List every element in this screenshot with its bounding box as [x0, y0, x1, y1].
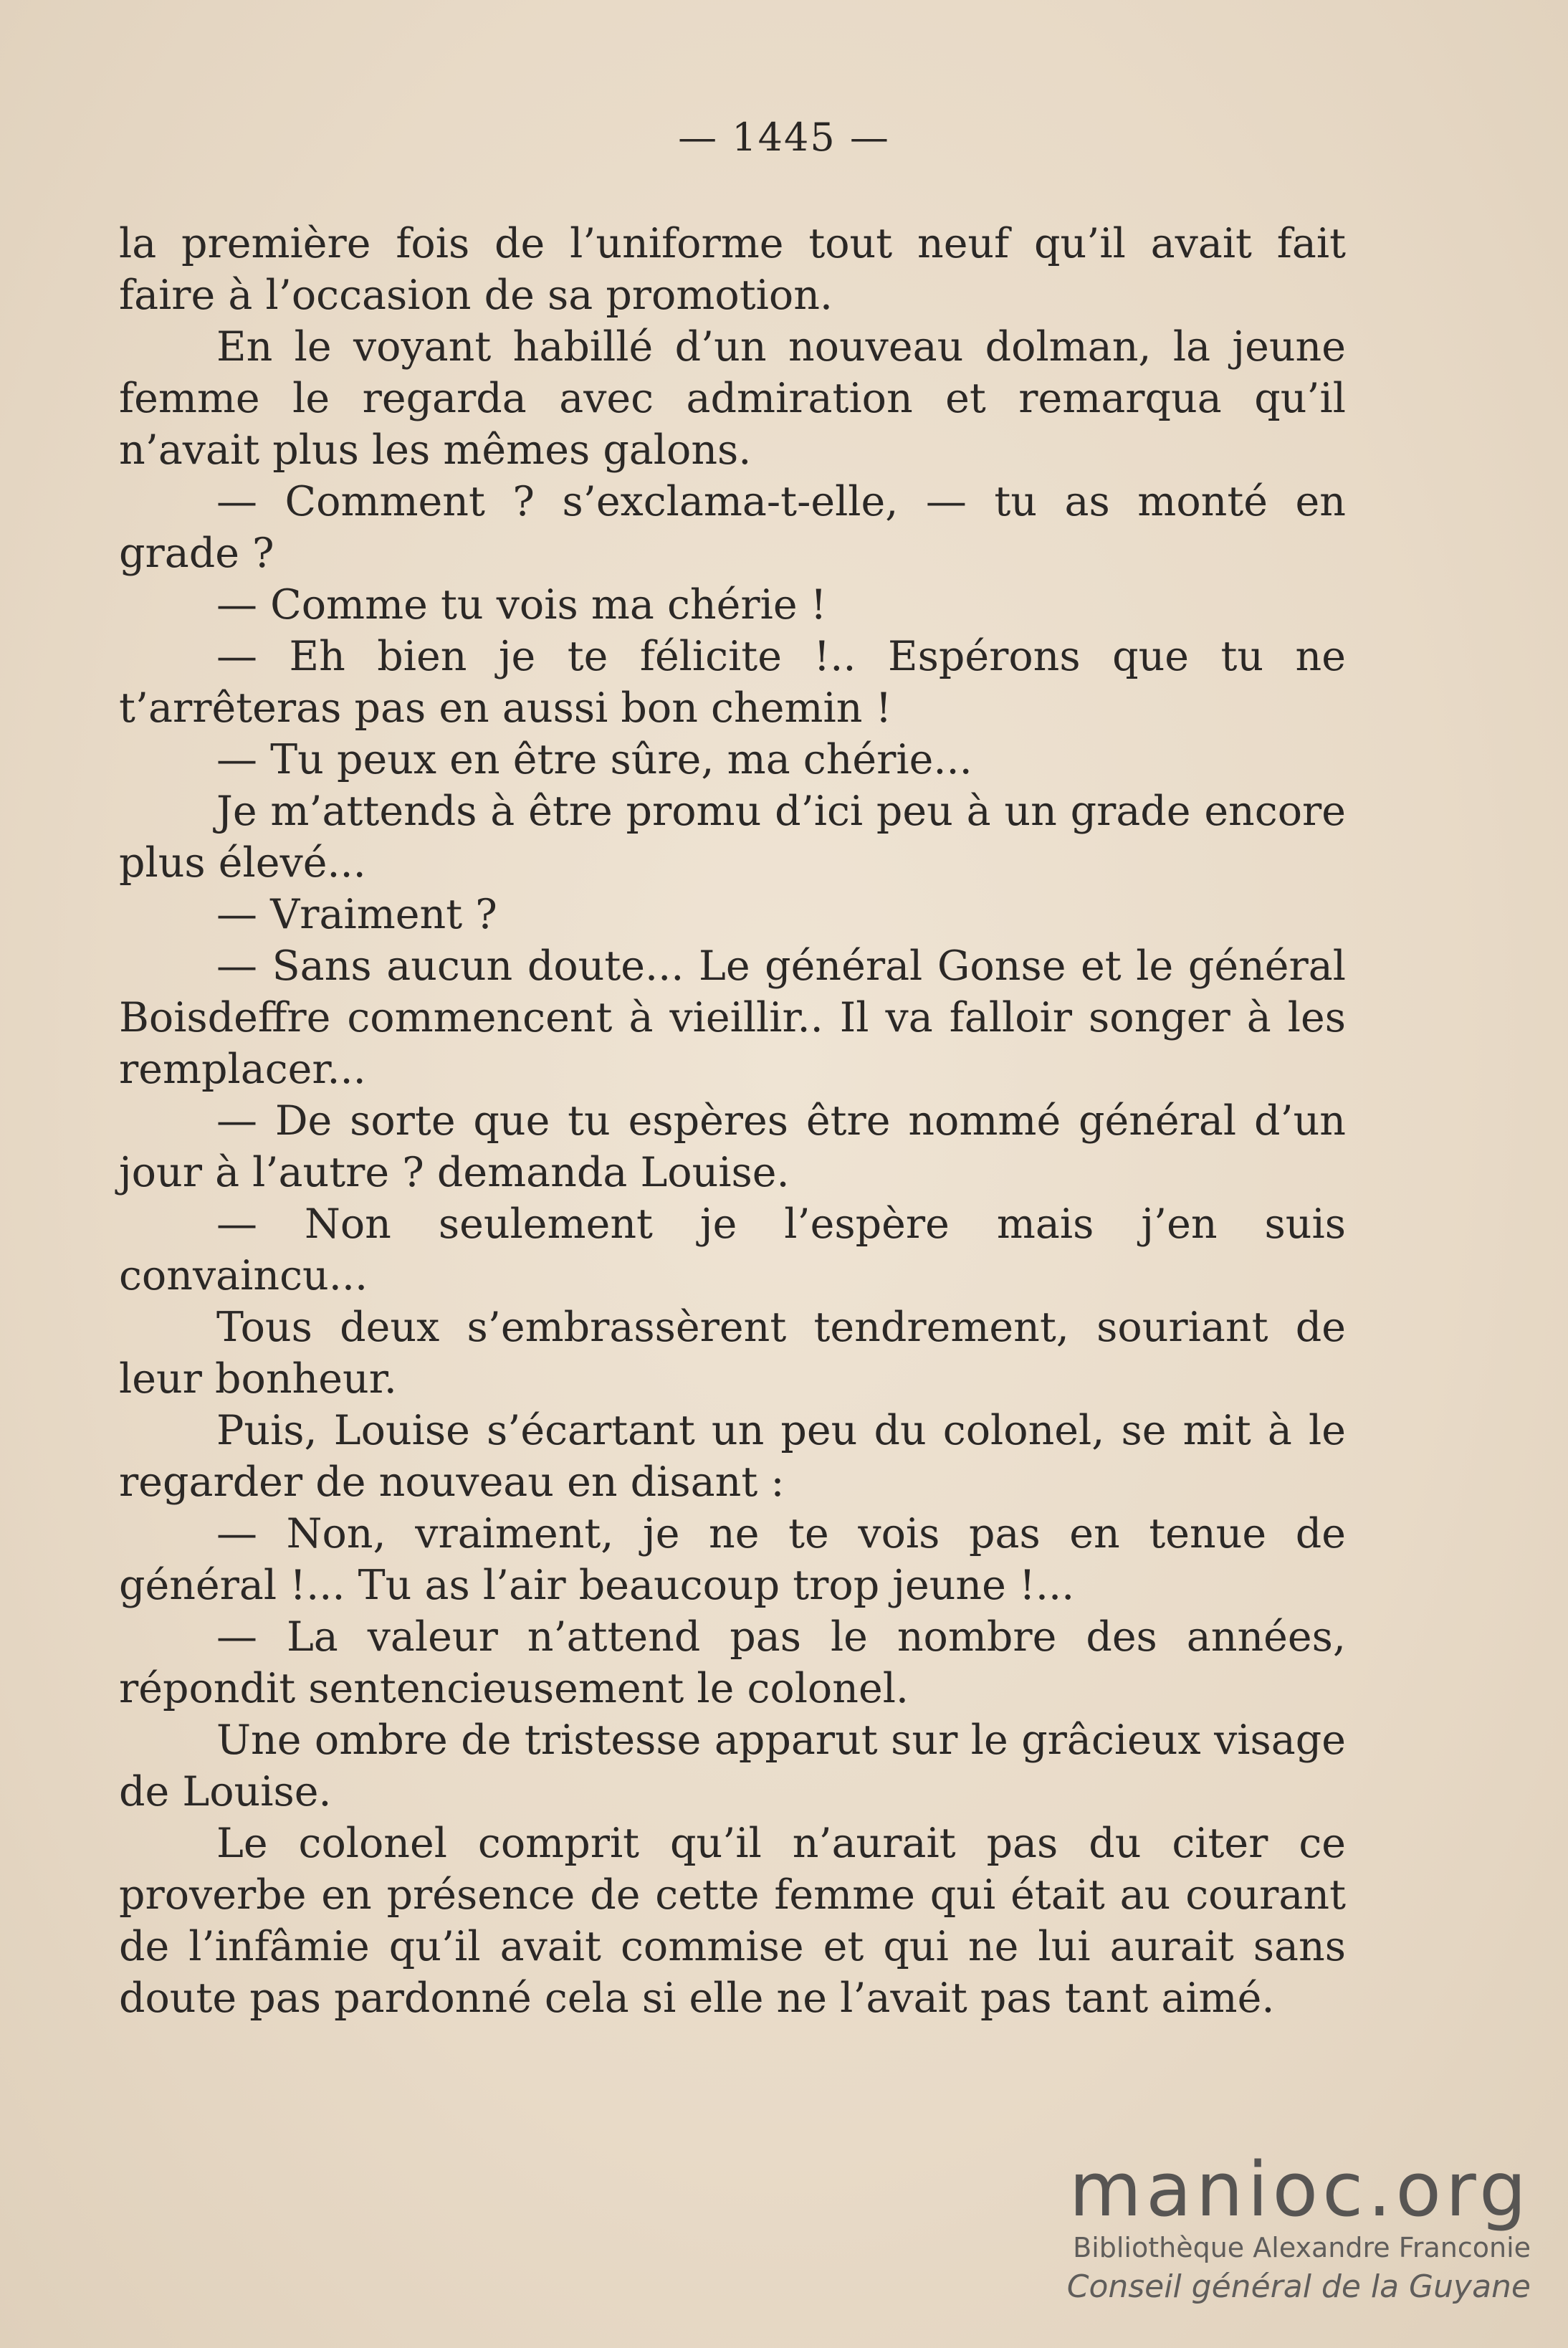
paragraph: Une ombre de tristesse apparut sur le grâcieux visage de Louise. [119, 1717, 1346, 1815]
paragraph: — Eh bien je te félicite !.. Espérons que tu ne t’arrêteras pas en aussi bon chemin ! [119, 633, 1346, 732]
paragraph: Le colonel comprit qu’il n’aurait pas du citer ce proverbe en présence de cette femme qui était au courant de l’infâmie qu’il avait commise et qui ne lui aurait sans doute pas pardonné cela si elle ne l’avait pas tant aimé. [119, 1820, 1346, 2022]
page-number: — 1445 — [678, 115, 890, 160]
paragraph: — Comme tu vois ma chérie ! [216, 581, 827, 629]
paragraph: — Tu peux en être sûre, ma chérie... [216, 736, 972, 783]
paragraph: — De sorte que tu espères être nommé général d’un jour à l’autre ? demanda Louise. [119, 1097, 1346, 1196]
paragraph: Tous deux s’embrassèrent tendrement, souriant de leur bonheur. [119, 1304, 1346, 1403]
paragraph: — Sans aucun doute... Le général Gonse et le général Boisdeffre commencent à vieillir.. Il va falloir songer à les remplacer... [119, 942, 1346, 1093]
manioc-watermark [1000, 2146, 1531, 2308]
paragraph: — La valeur n’attend pas le nombre des années, répondit sentencieusement le colonel. [119, 1613, 1346, 1712]
manioc-logo: manioc.org [1069, 2146, 1531, 2233]
paragraph: la première fois de l’uniforme tout neuf qu’il avait fait faire à l’occasion de sa promotion. [119, 220, 1346, 319]
paragraph: — Non, vraiment, je ne te vois pas en tenue de général !... Tu as l’air beaucoup trop jeune !... [119, 1510, 1346, 1609]
watermark-council-name: Conseil général de la Guyane [1066, 2268, 1531, 2305]
paragraph: — Vraiment ? [216, 891, 497, 938]
paragraph: Puis, Louise s’écartant un peu du colonel, se mit à le regarder de nouveau en disant : [119, 1407, 1346, 1506]
paragraph: En le voyant habillé d’un nouveau dolman, la jeune femme le regarda avec admiration et remarqua qu’il n’avait plus les mêmes galons. [119, 323, 1346, 474]
body-text [119, 218, 1346, 2024]
paragraph: — Comment ? s’exclama-t-elle, — tu as monté en grade ? [119, 478, 1346, 577]
paragraph: Je m’attends à être promu d’ici peu à un grade encore plus élevé... [119, 788, 1346, 887]
watermark-library-name: Bibliothèque Alexandre Franconie [1073, 2232, 1531, 2263]
paragraph: — Non seulement je l’espère mais j’en suis convaincu... [119, 1201, 1346, 1299]
